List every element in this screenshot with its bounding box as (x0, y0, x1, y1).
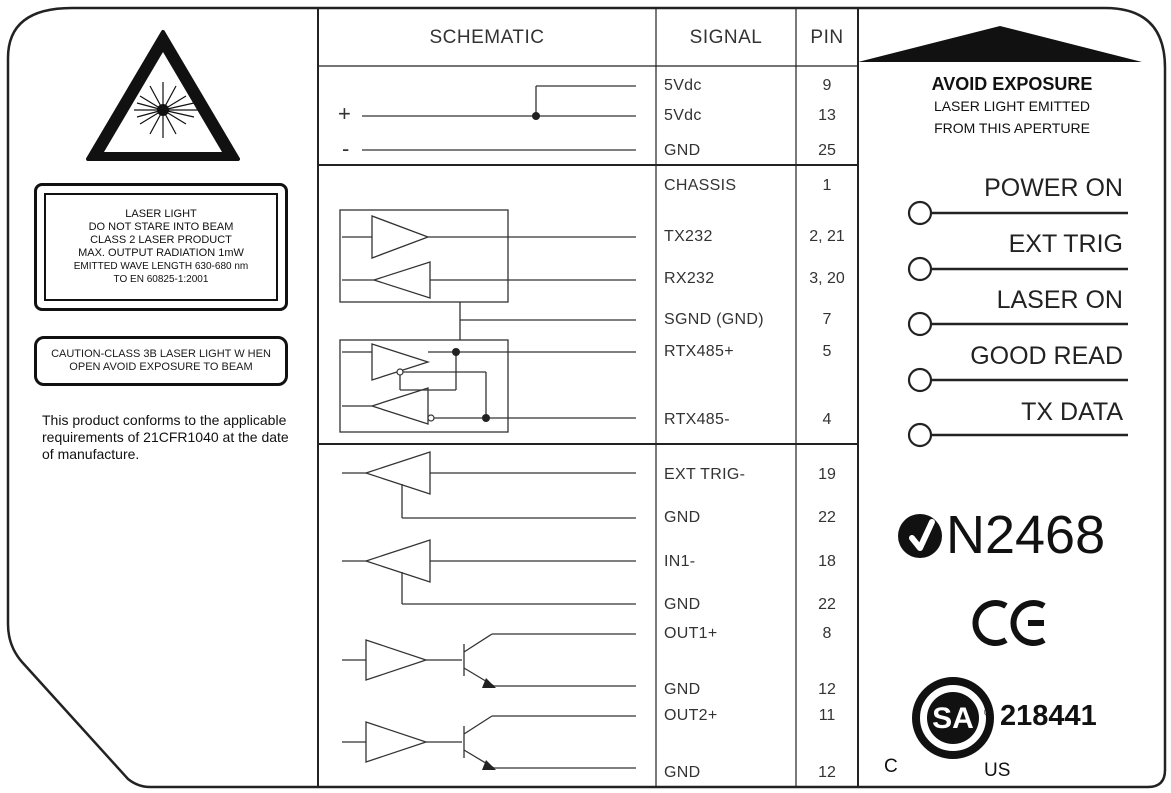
pin-label: 22 (818, 596, 836, 613)
header-signal: SIGNAL (689, 27, 763, 48)
signal-label: TX232 (664, 228, 713, 245)
svg-text:SA: SA (932, 702, 974, 735)
led-label-power-on: POWER ON (984, 174, 1123, 202)
caution-line: OPEN AVOID EXPOSURE TO BEAM (69, 361, 253, 373)
signal-label: EXT TRIG- (664, 466, 746, 483)
pin-label: 7 (822, 311, 832, 328)
led-label-laser-on: LASER ON (996, 286, 1123, 314)
minus-symbol: - (342, 136, 350, 161)
warning-line: CLASS 2 LASER PRODUCT (90, 234, 232, 246)
aperture-line1: LASER LIGHT EMITTED (933, 98, 1091, 114)
header-schematic: SCHEMATIC (429, 27, 545, 48)
pin-label: 9 (822, 77, 832, 94)
junction-dot (532, 112, 540, 120)
pin-label: 11 (818, 707, 836, 724)
pin-label: 12 (818, 681, 836, 698)
csa-us-label: US (984, 760, 1011, 781)
led-label-tx-data: TX DATA (1021, 398, 1123, 426)
pin-label: 18 (818, 553, 836, 570)
pin-label: 2, 21 (809, 228, 845, 245)
signal-label: GND (664, 142, 701, 159)
csa-logo-icon (916, 681, 993, 755)
signal-label: OUT1+ (664, 625, 718, 642)
led-laser-on (909, 313, 931, 335)
pin-label: 12 (818, 764, 836, 781)
signal-label: 5Vdc (664, 77, 702, 94)
warning-line: EMITTED WAVE LENGTH 630-680 nm (73, 261, 249, 272)
led-label-ext-trig: EXT TRIG (1008, 230, 1123, 258)
ctick-code: N2468 (946, 505, 1106, 565)
signal-label: OUT2+ (664, 707, 718, 724)
pin-label: 3, 20 (809, 270, 845, 287)
signal-label: GND (664, 509, 701, 526)
led-tx-data (909, 424, 931, 446)
pin-label: 25 (818, 142, 836, 159)
warning-line: TO EN 60825-1:2001 (113, 274, 209, 285)
csa-registered-mark: ® (984, 707, 993, 719)
pin-label: 22 (818, 509, 836, 526)
csa-number: 218441 (1000, 700, 1097, 732)
signal-label: RTX485- (664, 411, 730, 428)
plus-symbol: + (338, 101, 351, 126)
signal-label: CHASSIS (664, 177, 737, 194)
signal-label: RTX485+ (664, 343, 734, 360)
csa-c-label: C (884, 756, 898, 777)
signal-label: SGND (GND) (664, 311, 764, 328)
header-pin: PIN (810, 27, 844, 48)
signal-label: 5Vdc (664, 107, 702, 124)
pin-label: 1 (822, 177, 832, 194)
signal-label: RX232 (664, 270, 715, 287)
signal-label: GND (664, 596, 701, 613)
aperture-line2: FROM THIS APERTURE (934, 120, 1090, 136)
pin-label: 19 (818, 466, 836, 483)
warning-line: DO NOT STARE INTO BEAM (88, 221, 234, 233)
pin-label: 4 (822, 411, 832, 428)
caution-line: CAUTION-CLASS 3B LASER LIGHT W HEN (51, 348, 271, 360)
led-power-on (909, 202, 931, 224)
pin-label: 13 (818, 107, 836, 124)
led-good-read (909, 369, 931, 391)
signal-label: GND (664, 681, 701, 698)
pin-label: 8 (822, 625, 832, 642)
warning-line: LASER LIGHT (125, 208, 197, 220)
aperture-title: AVOID EXPOSURE (931, 74, 1093, 94)
signal-label: IN1- (664, 553, 696, 570)
warning-line: MAX. OUTPUT RADIATION 1mW (78, 247, 244, 259)
pin-label: 5 (822, 343, 832, 360)
led-ext-trig (909, 258, 931, 280)
led-label-good-read: GOOD READ (970, 342, 1123, 370)
laser-warning-box (34, 183, 288, 311)
signal-label: GND (664, 764, 701, 781)
conformance-text: This product conforms to the applicable requirements of 21CFR1040 at the date of manufacture. (42, 412, 289, 462)
caution-box (34, 336, 288, 386)
